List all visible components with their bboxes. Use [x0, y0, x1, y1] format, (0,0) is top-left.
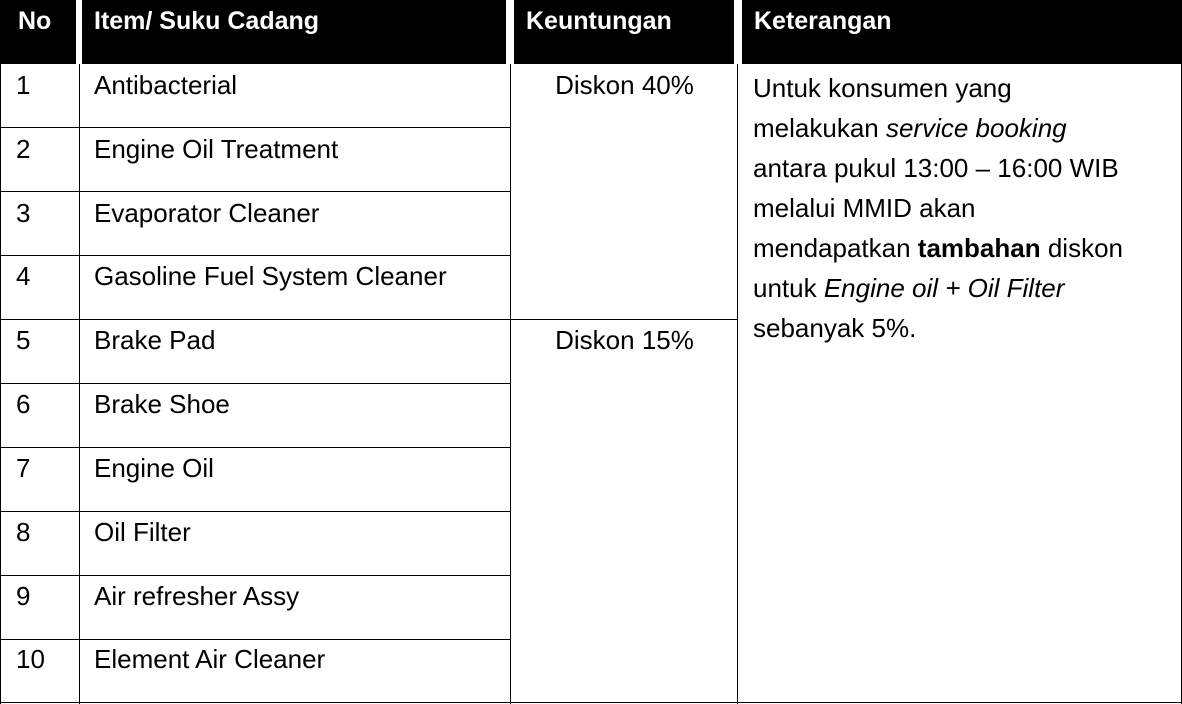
grid-line [0, 383, 510, 384]
grid-line [510, 64, 511, 704]
grid-line [0, 575, 510, 576]
keterangan-italic: service booking [885, 113, 1067, 143]
row-no: 7 [16, 453, 31, 483]
header-divider [736, 0, 742, 64]
grid-line [0, 191, 510, 192]
keterangan-line: melakukan [753, 113, 886, 143]
keterangan-line: antara pukul 13:00 – 16:00 WIB [753, 153, 1119, 183]
keterangan-text [753, 68, 1173, 348]
grid-line [0, 64, 1, 704]
keterangan-bold: tambahan [917, 233, 1041, 263]
grid-line [0, 639, 510, 640]
row-no: 3 [16, 198, 31, 228]
row-no: 9 [16, 581, 31, 611]
row-item: Brake Pad [94, 325, 216, 355]
row-item: Brake Shoe [94, 389, 230, 419]
grid-line [0, 319, 737, 320]
grid-line [79, 64, 80, 704]
row-no: 2 [16, 134, 31, 164]
row-no: 4 [16, 261, 31, 291]
keterangan-italic: Engine oil + Oil Filter [823, 273, 1065, 303]
header-divider [508, 0, 514, 64]
row-item: Engine Oil [94, 453, 214, 483]
header-no: No [0, 0, 76, 64]
grid-line [737, 64, 738, 704]
row-item: Engine Oil Treatment [94, 134, 339, 164]
grid-line [0, 255, 510, 256]
keuntungan-diskon-40: Diskon 40% [555, 70, 694, 100]
keterangan-line: sebanyak 5%. [753, 313, 917, 343]
row-no: 6 [16, 389, 31, 419]
keterangan-line: diskon [1040, 233, 1123, 263]
grid-line [0, 702, 1182, 703]
row-item: Element Air Cleaner [94, 644, 326, 674]
header-item: Item/ Suku Cadang [82, 0, 506, 64]
grid-line [0, 511, 510, 512]
grid-line [0, 127, 510, 128]
grid-line [0, 447, 510, 448]
row-item: Evaporator Cleaner [94, 198, 320, 228]
row-no: 8 [16, 517, 31, 547]
row-no: 5 [16, 325, 31, 355]
row-no: 10 [16, 644, 45, 674]
row-item: Antibacterial [94, 70, 238, 100]
row-item: Gasoline Fuel System Cleaner [94, 261, 447, 291]
row-item: Oil Filter [94, 517, 191, 547]
header-keuntungan: Keuntungan [514, 0, 734, 64]
keuntungan-diskon-15: Diskon 15% [555, 325, 694, 355]
header-keterangan: Keterangan [742, 0, 1182, 64]
keterangan-line: Untuk konsumen yang [753, 73, 1012, 103]
keterangan-line: untuk [753, 273, 824, 303]
header-divider [76, 0, 82, 64]
row-no: 1 [16, 70, 31, 100]
keterangan-line: mendapatkan [753, 233, 918, 263]
row-item: Air refresher Assy [94, 581, 300, 611]
keterangan-line: melalui MMID akan [753, 193, 976, 223]
